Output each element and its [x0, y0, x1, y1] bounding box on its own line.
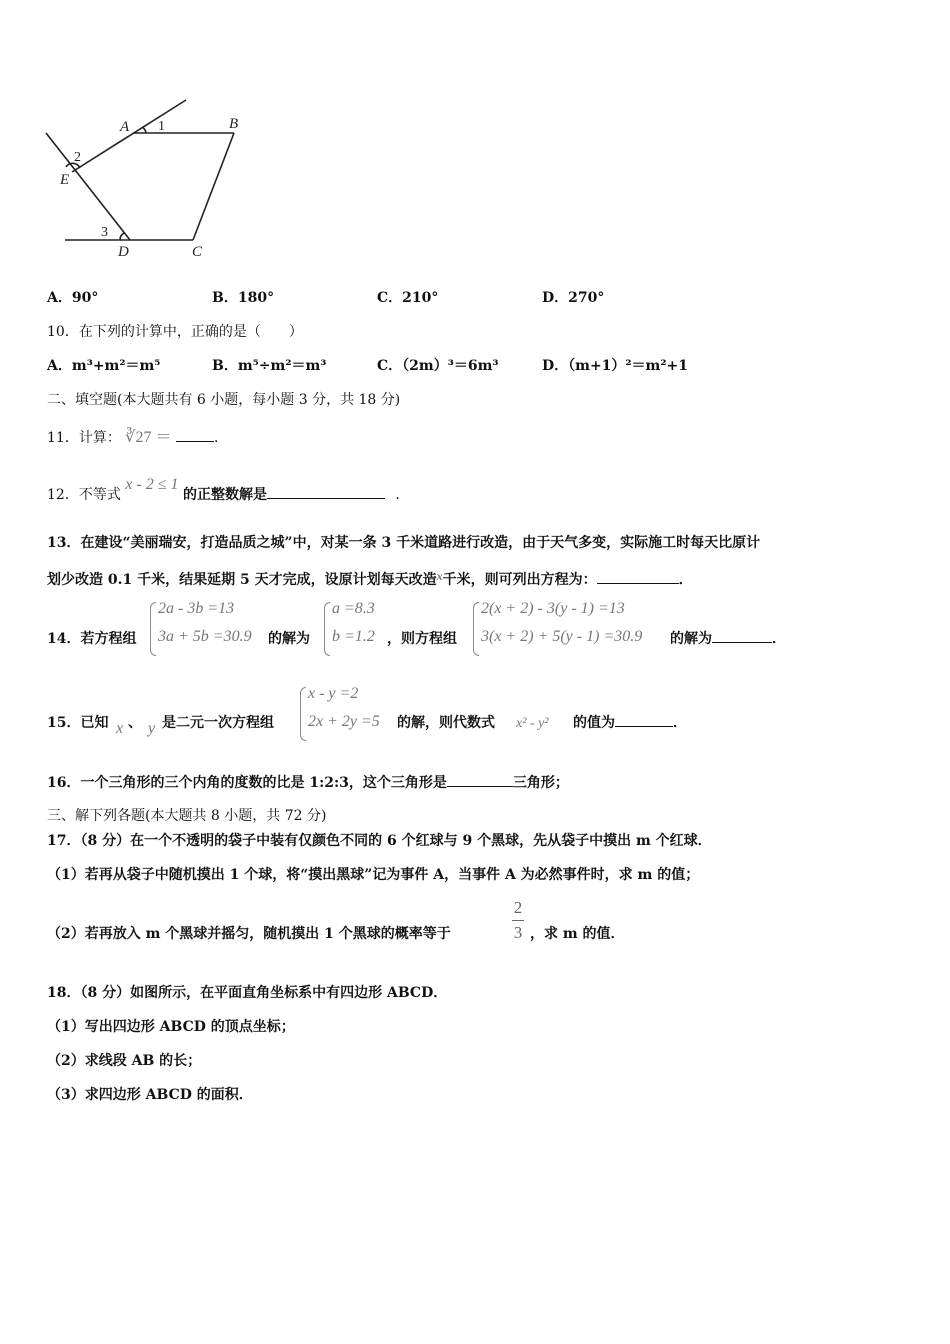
q17-part2-end: ，求 m 的值． — [530, 926, 625, 942]
fraction-denominator: 3 — [513, 923, 523, 942]
q12-suffix: 的正整数解是 — [182, 487, 267, 503]
angle-1-arc — [142, 127, 146, 133]
label-C: C — [192, 244, 203, 260]
q13-answer-blank[interactable] — [597, 569, 679, 584]
q10-stem: 10．在下列的计算中，正确的是（ ） — [47, 324, 303, 340]
q13-line1: 13．在建设“美丽瑞安，打造品质之城”中，对某一条 3 千米道路进行改造，由于天气多变，实际施工时每天比原计 — [47, 535, 761, 551]
q11-expr: ∛27 ＝ — [125, 429, 172, 446]
q17-fraction — [508, 898, 528, 943]
q15-expr: x² - y² — [516, 716, 549, 731]
q10-option-c: C．（2m）³＝6m³ — [377, 358, 499, 374]
q14-prefix: 14．若方程组 — [47, 631, 137, 647]
q15-mid: 是二元一次方程组 — [162, 715, 274, 731]
q15-suffix: 的值为 ． — [573, 712, 687, 732]
line-through-A — [72, 100, 186, 172]
q15-x: x — [116, 720, 124, 737]
q10-option-d: D．（m+1）²＝m²+1 — [542, 358, 688, 374]
q16: 16．一个三角形的三个内角的度数的比是 1:2:3，这个三角形是 三角形； — [47, 772, 569, 792]
line-through-E-D — [46, 133, 130, 240]
q10-option-b: B．m⁵÷m²＝m³ — [212, 358, 327, 374]
q13-line2: 划少改造 0.1 千米，结果延期 5 天才完成，设原计划每天改造x千米，则可列出方程为： ． — [47, 569, 693, 588]
q9-option-a: A．90° — [47, 290, 99, 306]
section-2-heading: 二、填空题(本大题共有 6 小题，每小题 3 分，共 18 分) — [47, 392, 401, 408]
q14-mid2: ，则方程组 — [387, 631, 457, 647]
q11-end: ． — [213, 430, 228, 446]
q9-option-d: D．270° — [542, 290, 605, 306]
q14-mid1: 的解为 — [268, 631, 310, 647]
q11-prefix: 11．计算： — [47, 430, 121, 446]
q15-sep: 、 — [128, 715, 142, 731]
segment-BC — [193, 133, 234, 240]
q18-stem: 18．（8 分）如图所示，在平面直角坐标系中有四边形 ABCD． — [47, 985, 448, 1001]
q11-answer-blank[interactable] — [176, 427, 214, 442]
q15-prefix: 15．已知 — [47, 715, 109, 731]
label-B: B — [229, 116, 239, 132]
q15-mid2: 的解，则代数式 — [397, 715, 495, 731]
fraction-numerator: 2 — [513, 898, 523, 917]
q18-part1: （1）写出四边形 ABCD 的顶点坐标； — [47, 1019, 295, 1035]
q18-part2: （2）求线段 AB 的长； — [47, 1053, 202, 1069]
q10-option-a: A．m³+m²＝m⁵ — [47, 358, 161, 374]
q12-prefix: 12．不等式 — [47, 487, 121, 503]
q12 — [47, 476, 410, 504]
q12-end: ． — [395, 487, 410, 503]
q15-y: y — [148, 720, 156, 737]
q17-part1: （1）若再从袋子中随机摸出 1 个球，将“摸出黑球”记为事件 A，当事件 A 为必然事件时，求 m 的值； — [47, 867, 700, 883]
label-angle-1: 1 — [158, 119, 165, 134]
q13-var: x — [436, 569, 443, 583]
q15-answer-blank[interactable] — [615, 712, 673, 727]
section-3-heading: 三、解下列各题(本大题共 8 小题，共 72 分) — [47, 808, 327, 824]
label-E: E — [60, 172, 70, 188]
label-A: A — [120, 119, 130, 135]
q12-answer-blank[interactable] — [267, 484, 385, 499]
q11 — [47, 424, 228, 447]
q14-suffix: 的解为 ． — [670, 628, 786, 648]
label-D: D — [118, 244, 129, 260]
angle-3-arc — [120, 233, 124, 240]
q9-option-b: B．180° — [212, 290, 275, 306]
label-angle-2: 2 — [74, 150, 81, 165]
label-angle-3: 3 — [101, 225, 108, 240]
q16-answer-blank[interactable] — [447, 772, 513, 787]
q9-option-c: C．210° — [377, 290, 439, 306]
q17-stem: 17．（8 分）在一个不透明的袋子中装有仅颜色不同的 6 个红球与 9 个黑球，先从袋子中摸出 m 个红球． — [47, 833, 712, 849]
q14-answer-blank[interactable] — [712, 628, 772, 643]
q17-part2: （2）若再放入 m 个黑球并摇匀，随机摸出 1 个黑球的概率等于 — [47, 926, 451, 942]
q12-expr: x - 2 ≤ 1 — [125, 476, 179, 493]
geometry-figure — [40, 95, 260, 265]
q18-part3: （3）求四边形 ABCD 的面积． — [47, 1087, 253, 1103]
